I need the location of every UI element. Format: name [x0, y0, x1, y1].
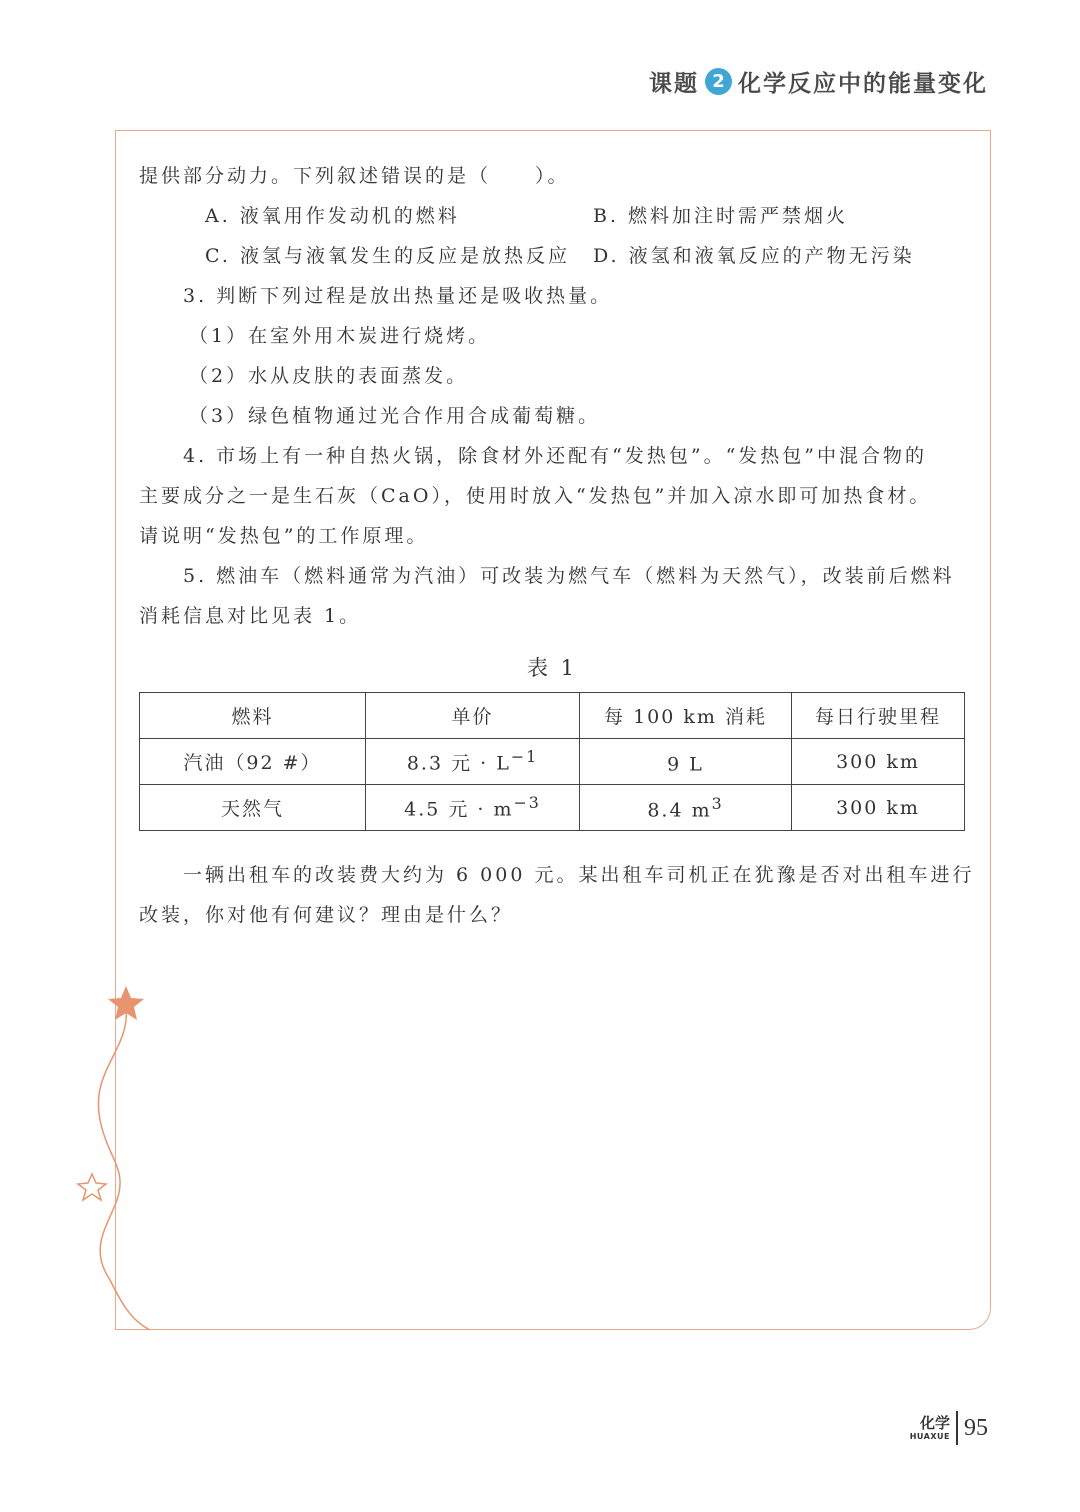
consumption-cell: 9 L — [580, 739, 792, 785]
page-footer — [910, 1410, 988, 1446]
fuel-comparison-table — [139, 692, 965, 831]
table-row — [140, 739, 965, 785]
header-prefix: 课题 — [649, 70, 699, 97]
q3-item: （2）水从皮肤的表面蒸发。 — [189, 365, 469, 387]
header-cell: 单价 — [366, 693, 580, 739]
price-cell: 8.3 元 · $L^{-1}$ — [366, 739, 580, 785]
subject-mark: 化学 HUAXUE — [909, 1413, 950, 1441]
q5-after-line: 一辆出租车的改装费大约为 6 000 元。某出租车司机正在犹豫是否对出租车进行 — [183, 864, 975, 886]
option-d: D. 液氢和液氧反应的产物无污染 — [593, 245, 915, 267]
q3-item: （3）绿色植物通过光合作用合成葡萄糖。 — [189, 405, 601, 427]
q4-line: 主要成分之一是生石灰（CaO），使用时放入“发热包”并加入凉水即可加热食材。 — [139, 485, 932, 507]
q4-line: 4. 市场上有一种自热火锅，除食材外还配有“发热包”。“发热包”中混合物的 — [183, 445, 928, 467]
table-row — [140, 785, 965, 831]
header-title: 化学反应中的能量变化 — [738, 70, 988, 97]
consumption-cell: 8.4 $m^3$ — [580, 785, 792, 831]
q5-line: 消耗信息对比见表 1。 — [139, 605, 362, 627]
q3-item: （1）在室外用木炭进行烧烤。 — [189, 325, 491, 347]
exercise-content — [139, 156, 975, 935]
option-c: C. 液氢与液氧发生的反应是放热反应 — [205, 245, 570, 267]
outline-star-icon — [78, 1174, 106, 1200]
chapter-header — [649, 62, 988, 100]
table-header-row — [140, 693, 965, 739]
price-cell: 4.5 元 · $m^{-3}$ — [366, 785, 580, 831]
option-a: A. 液氧用作发动机的燃料 — [205, 205, 460, 227]
q3-stem: 3. 判断下列过程是放出热量还是吸收热量。 — [183, 285, 613, 307]
table-caption: 表 1 — [526, 656, 578, 680]
footer-divider — [956, 1411, 958, 1445]
q2-tail: 提供部分动力。下列叙述错误的是（ ）。 — [139, 165, 570, 187]
option-b: B. 燃料加注时需严禁烟火 — [593, 205, 849, 227]
q2-options-row-2 — [139, 236, 965, 276]
star-vine-decoration — [70, 980, 160, 1340]
header-cell: 每 100 km 消耗 — [580, 693, 792, 739]
distance-cell: 300 km — [792, 785, 965, 831]
q5-line: 5. 燃油车（燃料通常为汽油）可改装为燃气车（燃料为天然气），改装前后燃料 — [183, 565, 955, 587]
distance-cell: 300 km — [792, 739, 965, 785]
fuel-cell: 汽油（92 #） — [140, 739, 366, 785]
q2-options-row-1 — [139, 196, 965, 236]
header-cell: 燃料 — [140, 693, 366, 739]
header-number-badge: 2 — [705, 68, 732, 95]
page-number: 95 — [964, 1414, 988, 1441]
q4-line: 请说明“发热包”的工作原理。 — [139, 525, 429, 547]
q5-after-line: 改装，你对他有何建议？理由是什么？ — [139, 904, 514, 926]
header-cell: 每日行驶里程 — [792, 693, 965, 739]
fuel-cell: 天然气 — [140, 785, 366, 831]
